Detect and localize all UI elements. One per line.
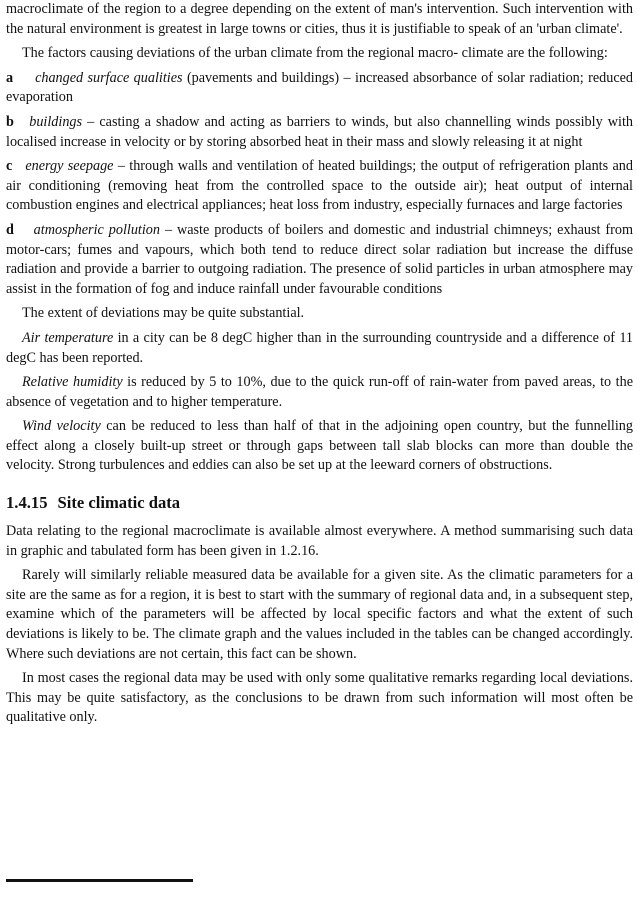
- paragraph-term: Relative humidity: [22, 374, 123, 391]
- list-item-b: [6, 113, 633, 152]
- paragraph-air-temperature: [6, 329, 633, 368]
- item-term: buildings: [29, 113, 83, 130]
- section-number: 1.4.15: [6, 493, 48, 513]
- paragraph-term: Wind velocity: [22, 418, 101, 435]
- paragraph-term: Air temperature: [22, 329, 114, 346]
- paragraph-relative-humidity: [6, 373, 633, 412]
- list-item-d: [6, 221, 633, 299]
- section-heading: [6, 492, 633, 514]
- paragraph-factors: The factors causing deviations of the urban climate from the regional macro- climate are the following:: [22, 45, 608, 62]
- list-item-a: [6, 69, 633, 108]
- item-text: (pavements and buildings) – increased absorbance of solar radiation; reduced evaporation: [6, 69, 634, 106]
- footnote-divider: [6, 879, 193, 882]
- section-paragraph-2: Rarely will similarly reliable measured data be available for a given site. As the climatic parameters for a site are the same as for a region, it is best to start with the summary of regional data and, in a subsequent step, examine which of the parameters will be affected by local specific factors and what the extent of such deviations is likely to be. The climate graph and the values included in the tables can be changed accordingly. Where such deviations are not certain, this fact can be shown.: [6, 567, 633, 662]
- item-term: energy seepage: [25, 158, 114, 175]
- paragraph-wind-velocity: [6, 417, 633, 476]
- item-label: b: [6, 113, 14, 130]
- section-paragraph-1: Data relating to the regional macroclimate is available almost everywhere. A method summarising such data in graphic and tabulated form has been given in 1.2.16.: [6, 523, 633, 559]
- paragraph-text: is reduced by 5 to 10%, due to the quick run-off of rain-water from paved areas, to the absence of vegetation and to higher temperature.: [6, 374, 633, 410]
- section-paragraph-3: In most cases the regional data may be used with only some qualitative remarks regarding local deviations. This may be quite satisfactory, as the conclusions to be drawn from such information will most often be qualitative only.: [6, 670, 633, 726]
- item-label: c: [6, 158, 13, 175]
- item-text: – through walls and ventilation of heated buildings; the output of refrigeration plants and air conditioning (removing heat from the controlled space to the outside air); heat output of internal combustion engines and electrical appliances; heat loss from industry, especially furnaces and large factories: [6, 158, 633, 214]
- item-term: atmospheric pollution: [33, 221, 160, 238]
- item-label: d: [6, 221, 14, 238]
- list-item-c: [6, 157, 633, 216]
- item-label: a: [6, 69, 14, 86]
- paragraph-text: can be reduced to less than half of that in the adjoining open country, but the funnelling effect along a closely built-up street or through gaps between tall slab blocks can more than double the velocity. Strong turbulences and eddies can also be set up at the leeward corners of obstructions.: [6, 418, 633, 474]
- paragraph-intro: macroclimate of the region to a degree depending on the extent of man's intervention. Such intervention with the natural environment is greatest in large towns or cities, thus it is justifiable to speak of an 'urban climate'.: [6, 1, 633, 37]
- paragraph-extent: The extent of deviations may be quite substantial.: [22, 305, 305, 322]
- item-term: changed surface qualities: [35, 69, 183, 86]
- section-title: Site climatic data: [57, 493, 181, 513]
- document-page: [6, 0, 633, 728]
- item-text: – casting a shadow and acting as barriers to winds, but also channelling winds possibly with localised increase in velocity or by storing absorbed heat in their mass and slowly releasing it at night: [6, 113, 633, 150]
- item-text: – waste products of boilers and domestic and industrial chimneys; exhaust from motor-cars; fumes and vapours, which both tend to reduce direct solar radiation but increase the diffuse radiation and provide a barrier to outgoing radiation. The presence of solid particles in urban atmosphere may assist in the formation of fog and induce rainfall under favourable conditions: [6, 221, 634, 297]
- paragraph-text: in a city can be 8 degC higher than in the surrounding countryside and a difference of 11 degC has been reported.: [6, 329, 633, 366]
